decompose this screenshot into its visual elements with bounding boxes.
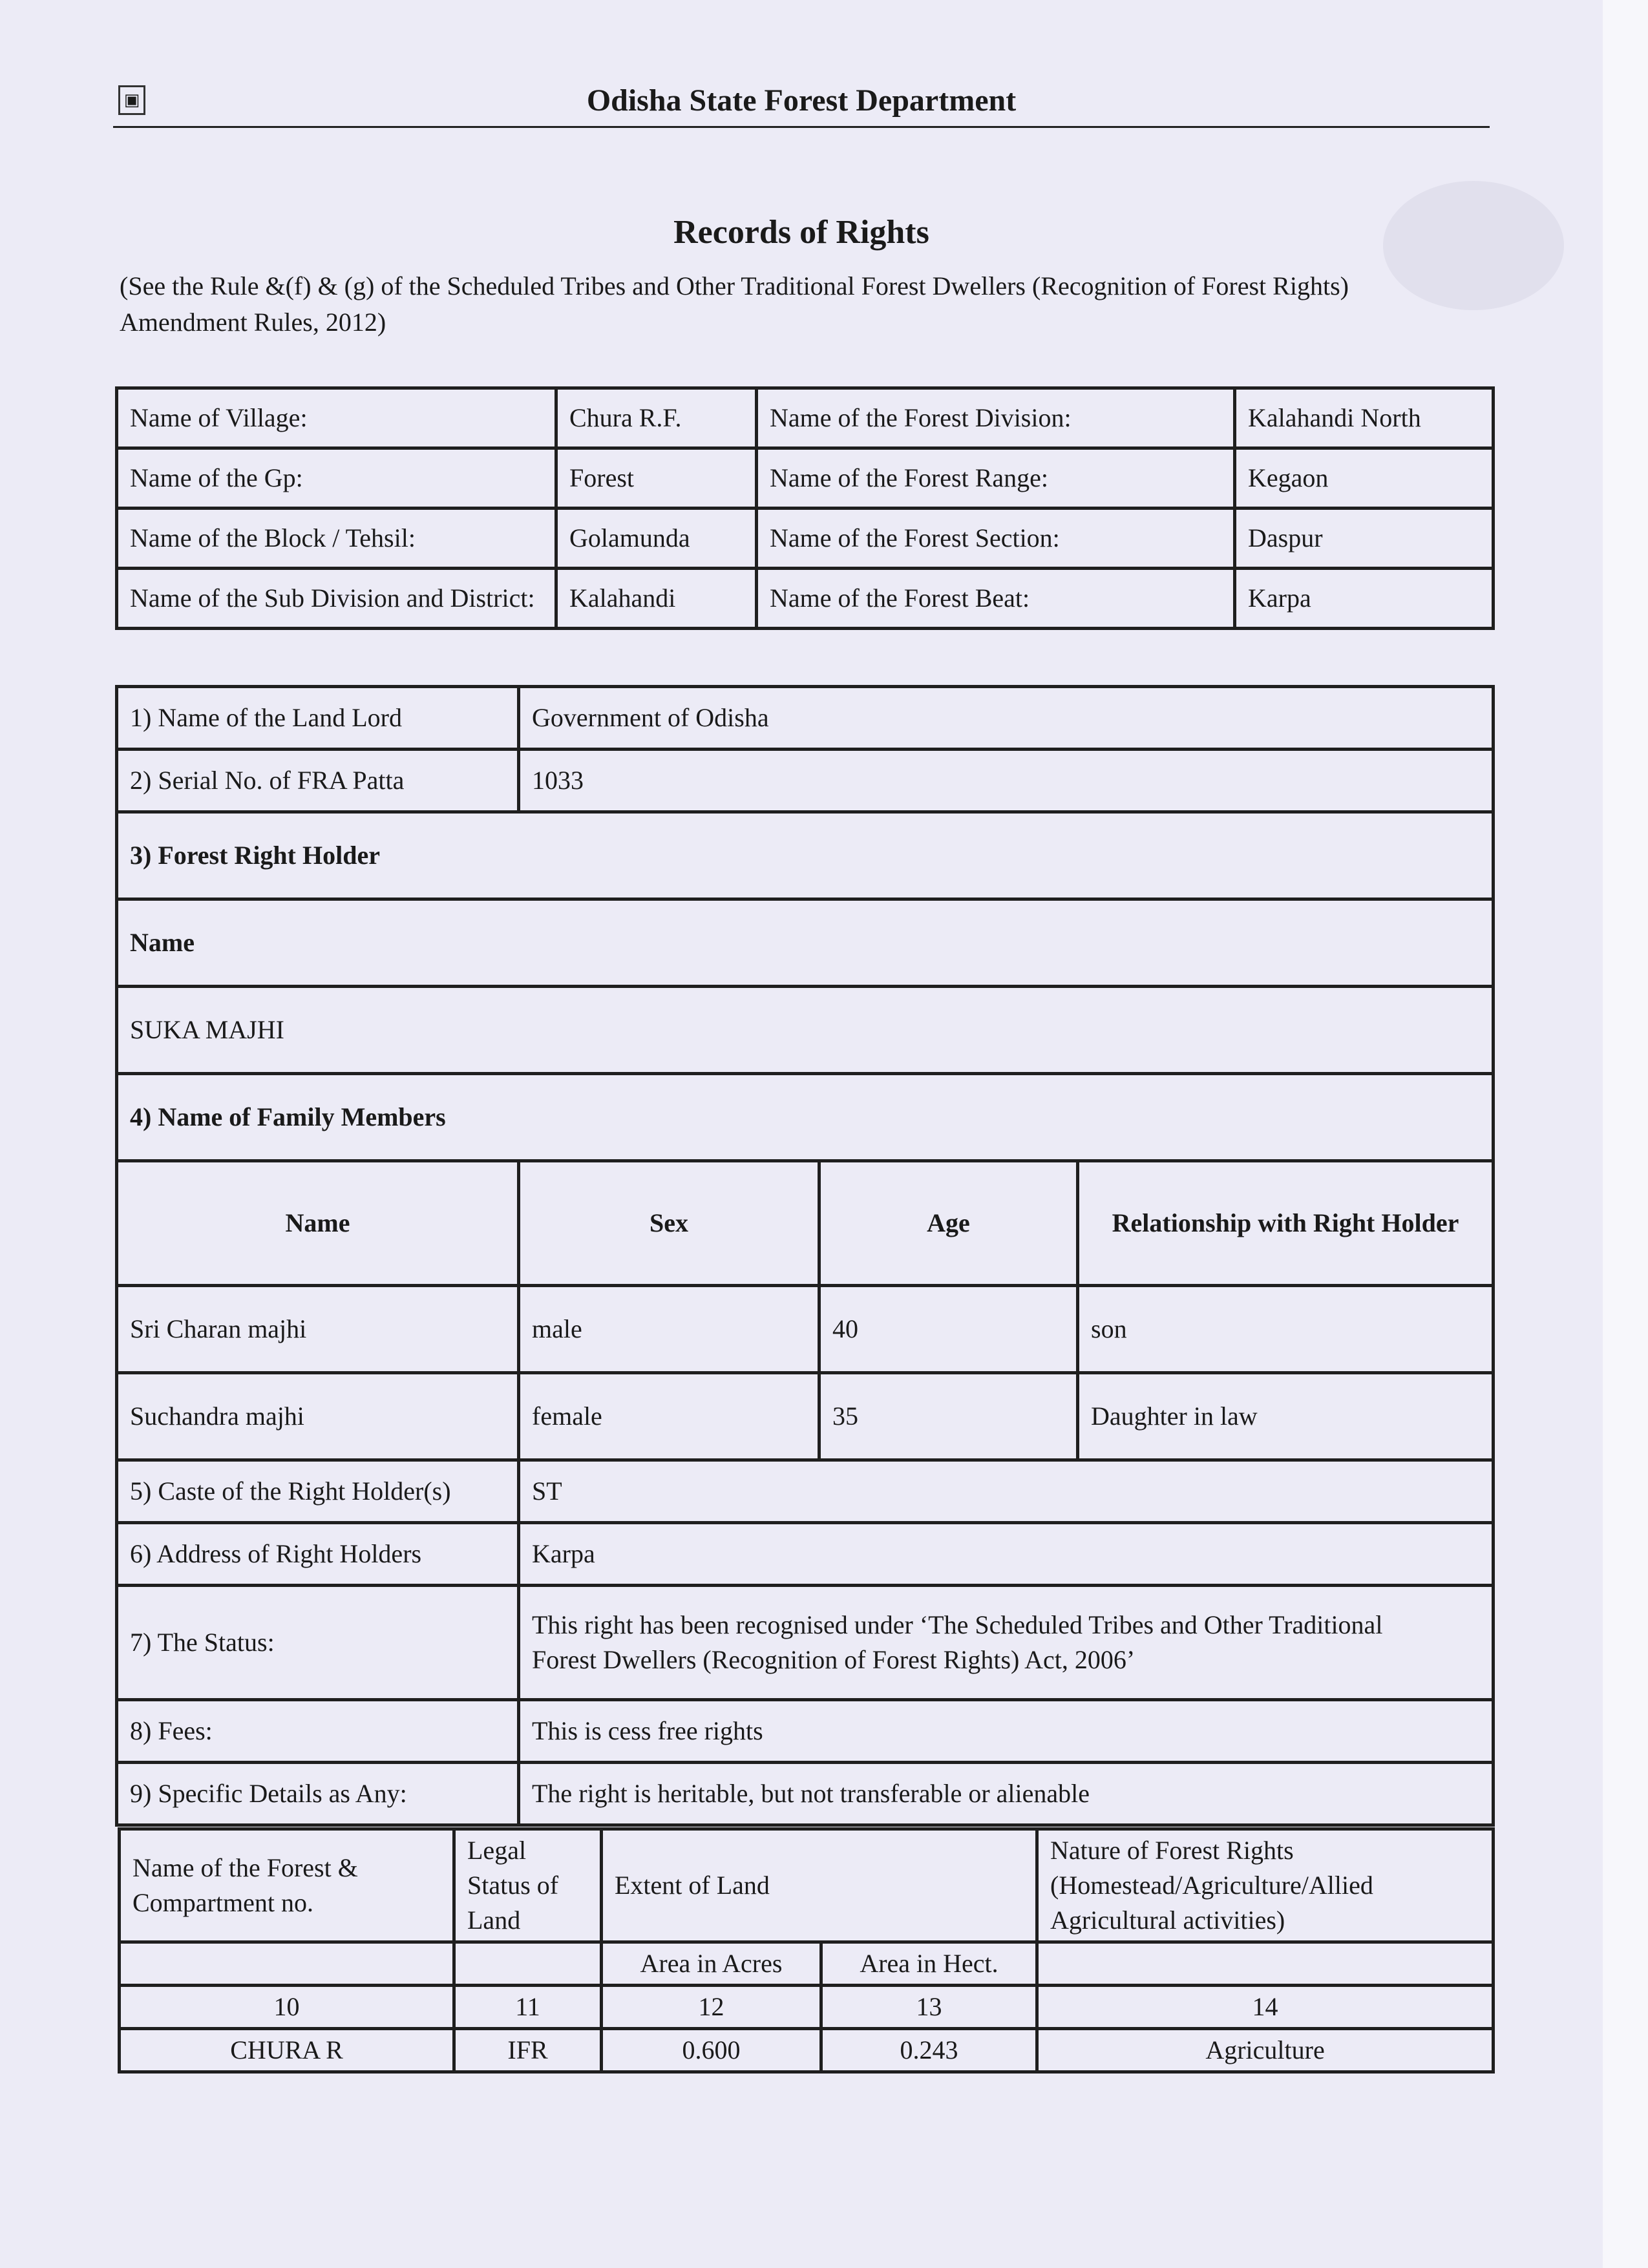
location-table — [115, 386, 1495, 630]
land-hect: 0.243 — [821, 2029, 1037, 2072]
table-row — [117, 509, 1494, 569]
table-row — [117, 750, 1494, 812]
value-address: Karpa — [519, 1523, 1494, 1586]
value-caste: ST — [519, 1460, 1494, 1523]
col-forest-compartment: Name of the Forest & Compartment no. — [120, 1829, 454, 1942]
label-address: 6) Address of Right Holders — [117, 1523, 519, 1586]
land-acres: 0.600 — [602, 2029, 821, 2072]
name-heading: Name — [117, 899, 1494, 987]
label-caste: 5) Caste of the Right Holder(s) — [117, 1460, 519, 1523]
label-forest-section: Name of the Forest Section: — [757, 509, 1235, 569]
label-block: Name of the Block / Tehsil: — [117, 509, 556, 569]
member-sex: male — [519, 1286, 819, 1373]
table-row — [117, 1700, 1494, 1763]
col-extent-of-land: Extent of Land — [602, 1829, 1037, 1942]
column-number: 11 — [454, 1986, 602, 2029]
table-row — [117, 569, 1494, 629]
col-legal-status: Legal Status of Land — [454, 1829, 602, 1942]
value-block: Golamunda — [556, 509, 757, 569]
table-row — [117, 687, 1494, 750]
column-number: 14 — [1037, 1986, 1494, 2029]
label-gp: Name of the Gp: — [117, 448, 556, 509]
page-edge — [1603, 0, 1648, 2268]
document-icon: ▣ — [118, 85, 145, 115]
value-forest-division: Kalahandi North — [1235, 388, 1494, 448]
member-relationship: son — [1078, 1286, 1494, 1373]
label-forest-beat: Name of the Forest Beat: — [757, 569, 1235, 629]
value-forest-range: Kegaon — [1235, 448, 1494, 509]
table-row — [117, 1523, 1494, 1586]
table-row — [120, 2029, 1494, 2072]
column-number: 10 — [120, 1986, 454, 2029]
member-age: 40 — [819, 1286, 1078, 1373]
value-gp: Forest — [556, 448, 757, 509]
empty-cell — [120, 1942, 454, 1986]
value-status — [519, 1586, 1494, 1700]
value-sub-division: Kalahandi — [556, 569, 757, 629]
holder-heading: 3) Forest Right Holder — [117, 812, 1494, 899]
label-forest-division: Name of the Forest Division: — [757, 388, 1235, 448]
member-age: 35 — [819, 1373, 1078, 1460]
empty-cell — [1037, 1942, 1494, 1986]
label-status: 7) The Status: — [117, 1586, 519, 1700]
family-heading: 4) Name of Family Members — [117, 1074, 1494, 1161]
table-row — [117, 987, 1494, 1074]
col-nature-of-rights: Nature of Forest Rights (Homestead/Agriculture/Allied Agricultural activities) — [1037, 1829, 1494, 1942]
family-col-relationship: Relationship with Right Holder — [1078, 1161, 1494, 1286]
member-name: Suchandra majhi — [117, 1373, 519, 1460]
table-row — [117, 1161, 1494, 1286]
label-details: 9) Specific Details as Any: — [117, 1763, 519, 1825]
table-row — [117, 1286, 1494, 1373]
value-details: The right is heritable, but not transferable or alienable — [519, 1763, 1494, 1825]
family-col-name: Name — [117, 1161, 519, 1286]
status-line-1: This right has been recognised under ‘The Scheduled Tribes and Other Traditional — [532, 1610, 1383, 1639]
member-name: Sri Charan majhi — [117, 1286, 519, 1373]
column-number: 13 — [821, 1986, 1037, 2029]
table-row — [117, 1586, 1494, 1700]
label-patta: 2) Serial No. of FRA Patta — [117, 750, 519, 812]
table-row — [117, 1373, 1494, 1460]
value-forest-beat: Karpa — [1235, 569, 1494, 629]
column-number: 12 — [602, 1986, 821, 2029]
land-legal: IFR — [454, 2029, 602, 2072]
label-fees: 8) Fees: — [117, 1700, 519, 1763]
value-village: Chura R.F. — [556, 388, 757, 448]
label-sub-division: Name of the Sub Division and District: — [117, 569, 556, 629]
value-land-lord: Government of Odisha — [519, 687, 1494, 750]
land-nature: Agriculture — [1037, 2029, 1494, 2072]
table-row — [120, 1986, 1494, 2029]
land-table — [118, 1827, 1495, 2074]
table-row — [120, 1942, 1494, 1986]
member-relationship: Daughter in law — [1078, 1373, 1494, 1460]
family-col-sex: Sex — [519, 1161, 819, 1286]
value-fees: This is cess free rights — [519, 1700, 1494, 1763]
member-sex: female — [519, 1373, 819, 1460]
value-forest-section: Daspur — [1235, 509, 1494, 569]
table-row — [117, 899, 1494, 987]
document-title: Records of Rights — [673, 214, 929, 251]
table-row — [117, 812, 1494, 899]
table-row — [117, 388, 1494, 448]
label-village: Name of Village: — [117, 388, 556, 448]
empty-cell — [454, 1942, 602, 1986]
land-forest: CHURA R — [120, 2029, 454, 2072]
table-row — [120, 1829, 1494, 1942]
label-land-lord: 1) Name of the Land Lord — [117, 687, 519, 750]
table-row — [117, 448, 1494, 509]
value-patta: 1033 — [519, 750, 1494, 812]
header-title: Odisha State Forest Department — [586, 83, 1017, 118]
label-forest-range: Name of the Forest Range: — [757, 448, 1235, 509]
page-header — [113, 78, 1490, 128]
sub-area-acres: Area in Acres — [602, 1942, 821, 1986]
table-row — [117, 1074, 1494, 1161]
document-subtitle: (See the Rule &(f) & (g) of the Scheduled Tribes and Other Traditional Forest Dwellers (Recognition of Forest Rights) Amendment Rules, 2012) — [120, 271, 1349, 337]
table-row — [117, 1763, 1494, 1825]
table-row — [117, 1460, 1494, 1523]
family-col-age: Age — [819, 1161, 1078, 1286]
holder-name: SUKA MAJHI — [117, 987, 1494, 1074]
status-line-2: Forest Dwellers (Recognition of Forest Rights) Act, 2006’ — [532, 1645, 1136, 1674]
rights-table — [115, 685, 1495, 1827]
sub-area-hect: Area in Hect. — [821, 1942, 1037, 1986]
